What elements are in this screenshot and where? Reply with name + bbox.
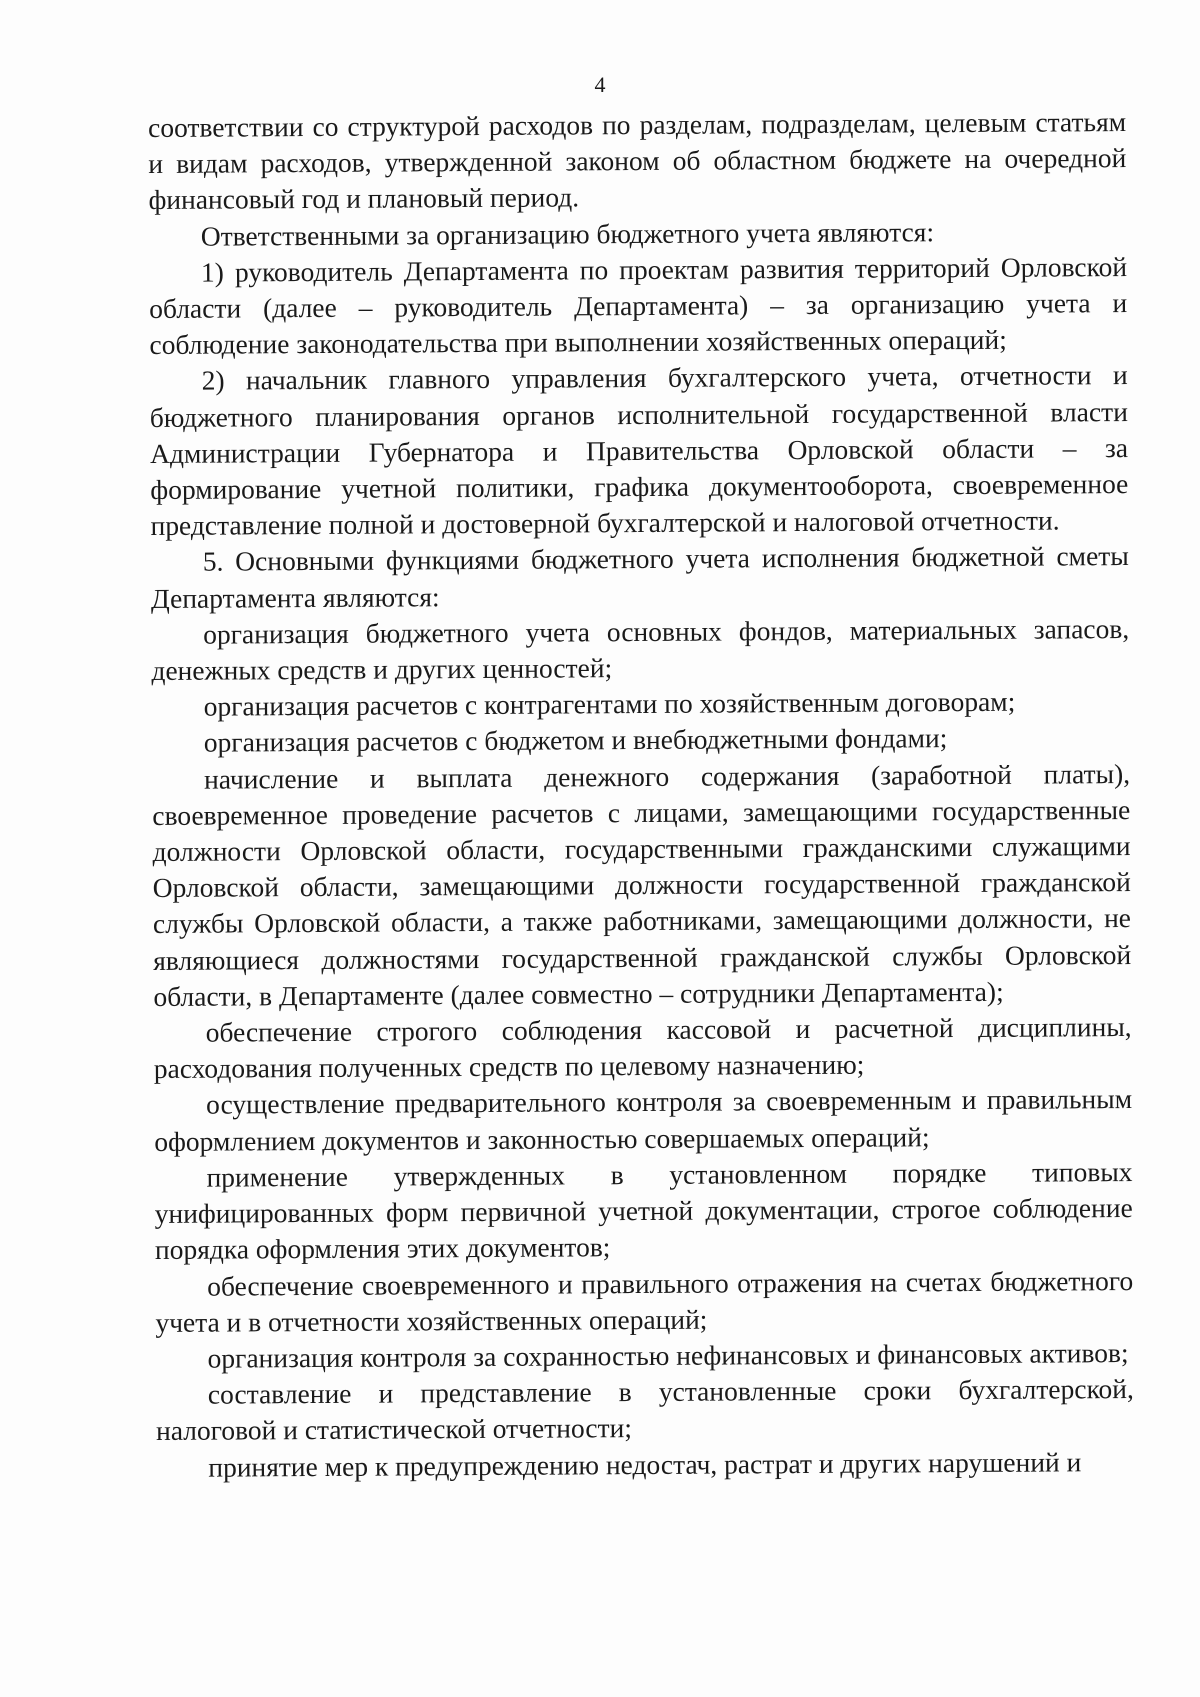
paragraph-function: составление и представление в установленные сроки бухгалтерской, налоговой и статистической отчетности; xyxy=(155,1373,1134,1447)
paragraph-item-2: 2) начальник главного управления бухгалтерского учета, отчетности и бюджетного планирования органов исполнительной государственной власти Администрации Губернатора и Правительства Орловской области – за формирование учетной политики, графика документооборота, своевременное представление полной и достоверной бухгалтерской и налоговой отчетности. xyxy=(149,359,1129,542)
paragraph-function: начисление и выплата денежного содержания (заработной платы), своевременное проведение расчетов с лицами, замещающими государственные должности Орловской области, государственными гражданскими служащими Орловской области, замещающими должности государственной гражданской службы Орловской области, а также работниками, замещающими должности, не являющиеся должностями государственной гражданской службы Орловской области, в Департаменте (далее совместно – сотрудники Департамента); xyxy=(152,757,1132,1012)
paragraph-item-1: 1) руководитель Департамента по проектам развития территорий Орловской области (далее – руководитель Департамента) – за организацию учета и соблюдение законодательства при выполнении хозяйственных операций; xyxy=(149,250,1128,361)
paragraph-function: обеспечение строгого соблюдения кассовой и расчетной дисциплины, расходования полученных средств по целевому назначению; xyxy=(153,1011,1132,1085)
paragraph-section-5: 5. Основными функциями бюджетного учета исполнения бюджетной сметы Департамента являются: xyxy=(150,540,1129,614)
paragraph-function: организация контроля за сохранностью нефинансовых и финансовых активов; xyxy=(207,1336,1129,1374)
paragraph-function: организация расчетов с бюджетом и внебюджетными фондами; xyxy=(203,722,948,759)
paragraph-function: осуществление предварительного контроля за своевременным и правильным оформлением документов и законностью совершаемых операций; xyxy=(154,1083,1133,1157)
paragraph-responsible-intro: Ответственными за организацию бюджетного учета являются: xyxy=(200,215,935,252)
paragraph-function: применение утвержденных в установленном порядке типовых унифицированных форм первичной учетной документации, строгое соблюдение порядка оформления этих документов; xyxy=(154,1155,1133,1266)
paragraph-function: обеспечение своевременного и правильного отражения на счетах бюджетного учета и в отчетности хозяйственных операций; xyxy=(155,1264,1134,1338)
paragraph-function: организация расчетов с контрагентами по хозяйственным договорам; xyxy=(203,685,1016,722)
paragraph-function: принятие мер к предупреждению недостач, растрат и других нарушений и xyxy=(208,1445,1082,1483)
page-number: 4 xyxy=(594,72,606,97)
document-body xyxy=(148,104,1134,1486)
paragraph-function: организация бюджетного учета основных фондов, материальных запасов, денежных средств и других ценностей; xyxy=(151,612,1130,687)
paragraph-continuation: соответствии со структурой расходов по разделам, подразделам, целевым статьям и видам расходов, утвержденной законом об областном бюджете на очередной финансовый год и плановый период. xyxy=(148,106,1127,216)
